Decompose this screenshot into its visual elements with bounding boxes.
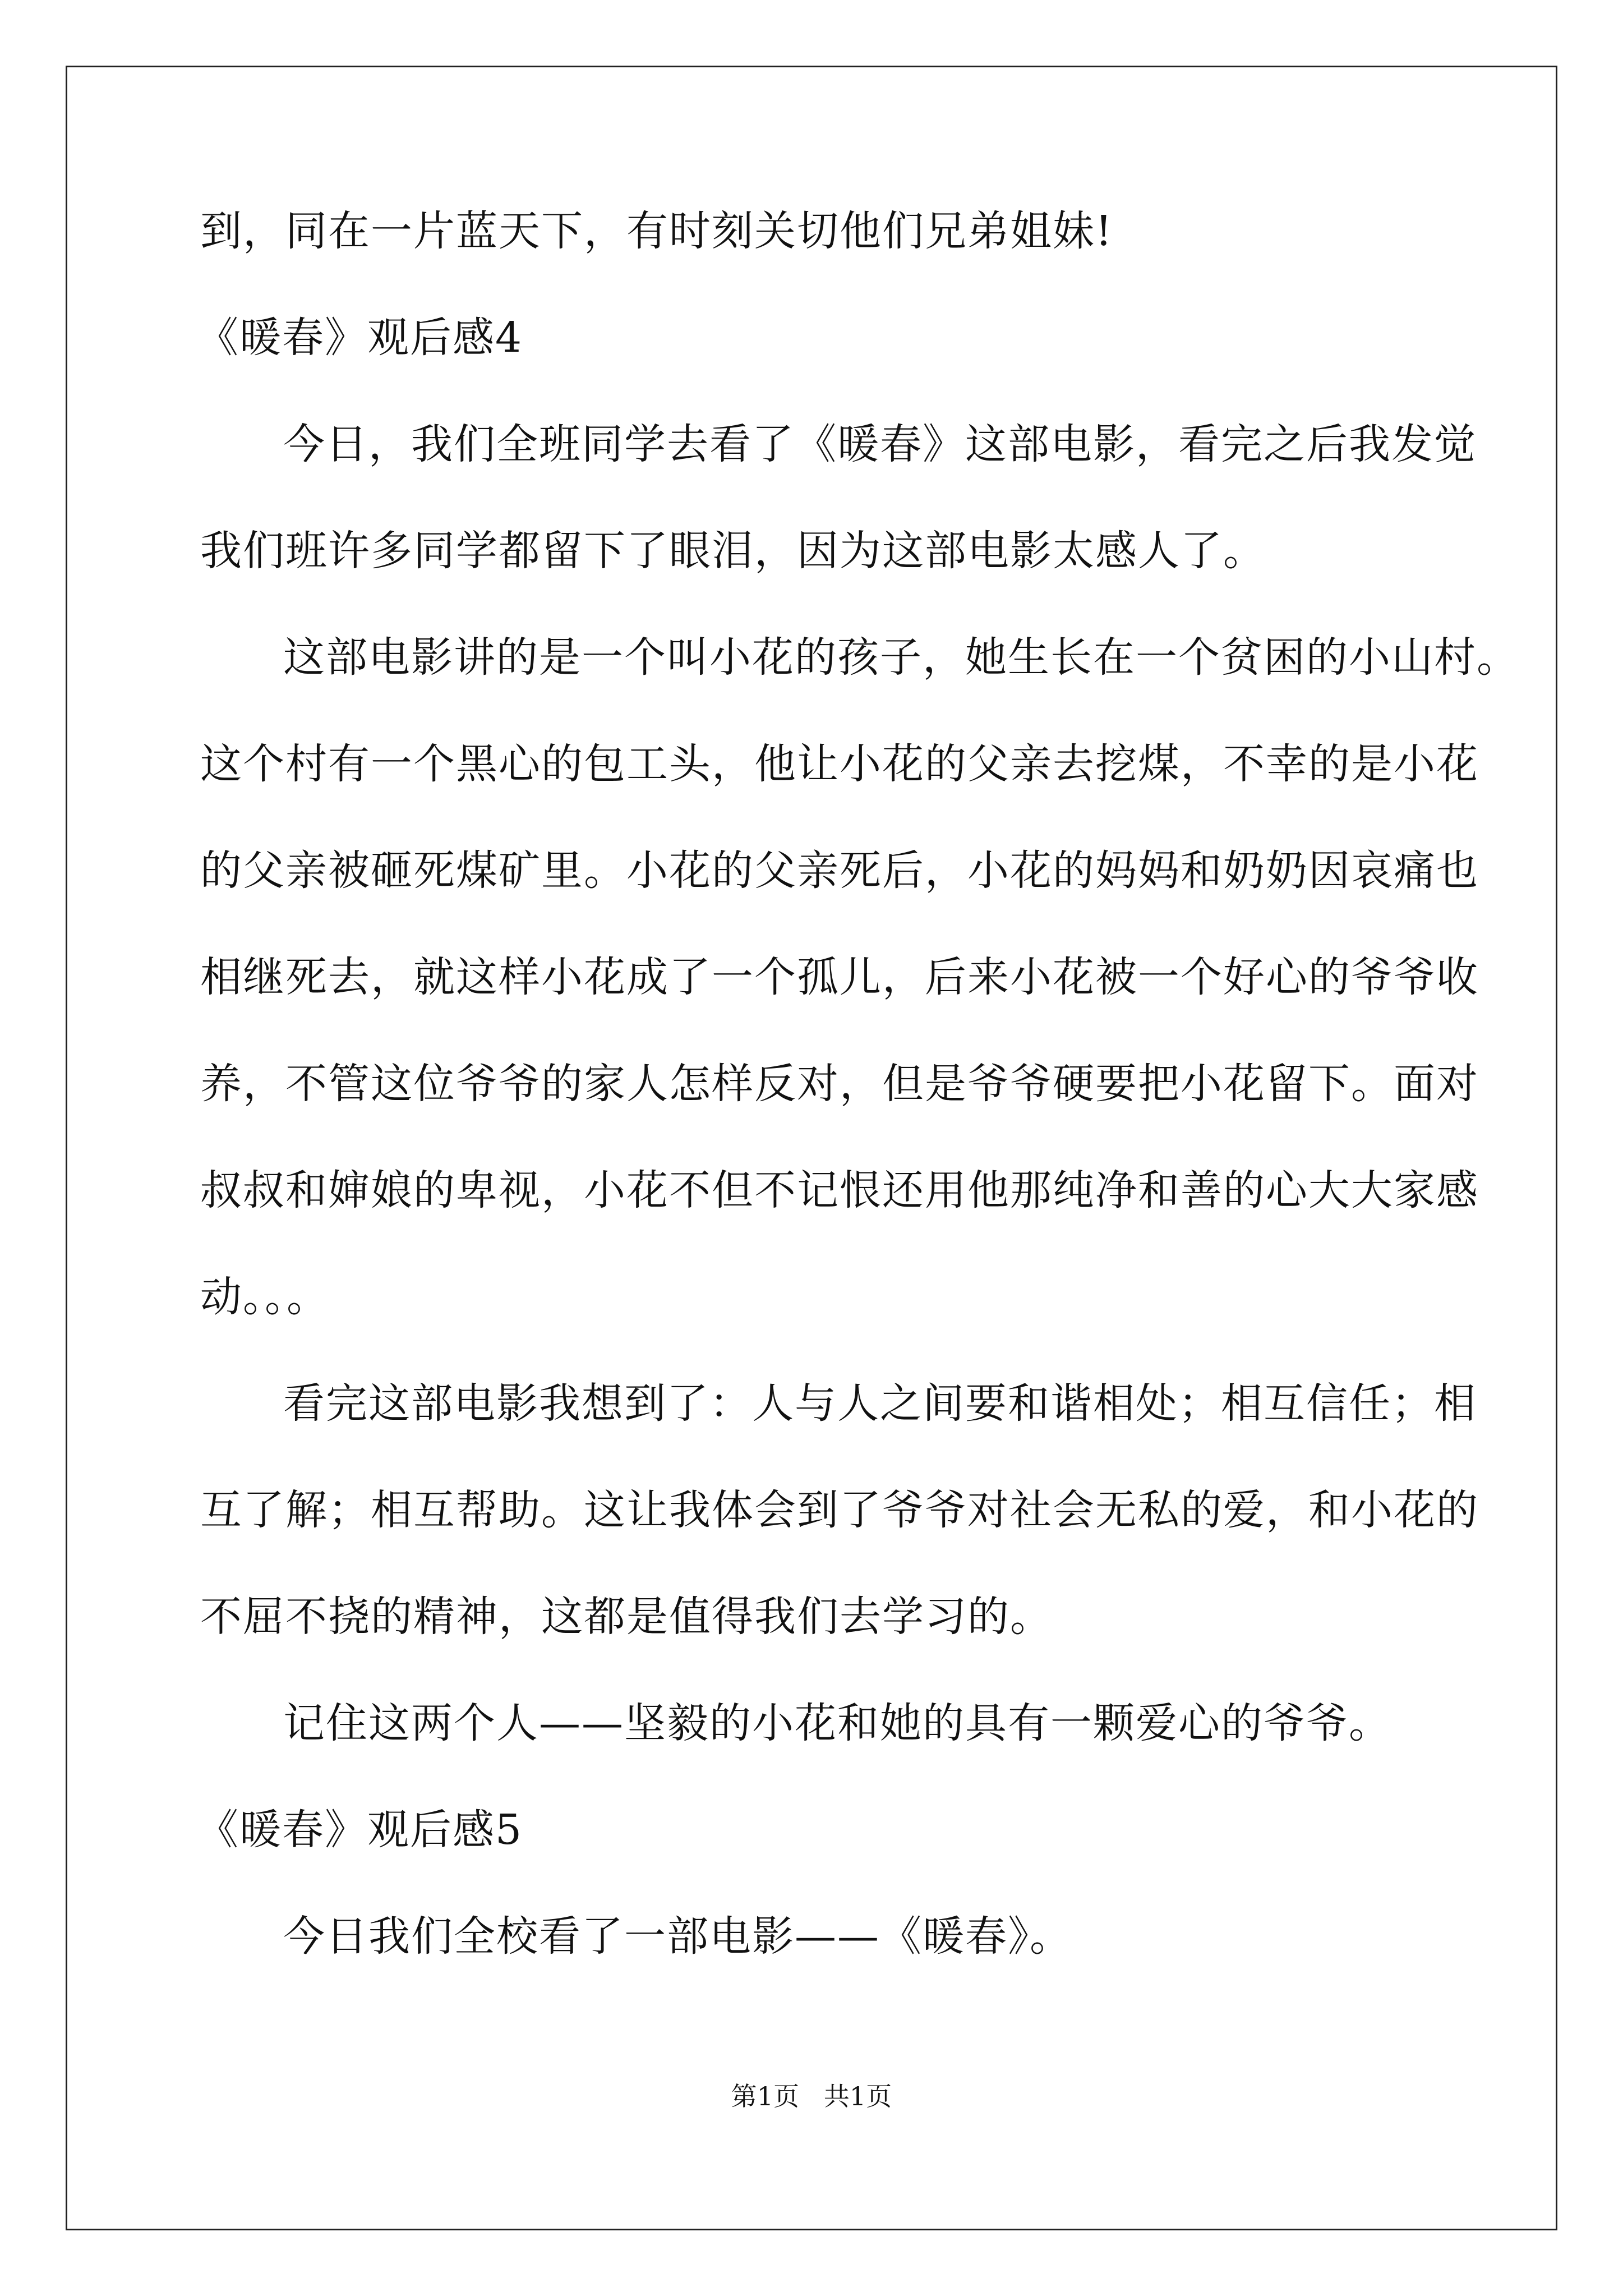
paragraph-line: 今日，我们全班同学去看了《暖春》这部电影，看完之后我发觉	[283, 420, 1477, 468]
paragraph-line: 这部电影讲的是一个叫小花的孩子，她生长在一个贫困的小山村。	[283, 633, 1519, 682]
paragraph-line: 的父亲被砸死煤矿里。小花的父亲死后，小花的妈妈和奶奶因哀痛也	[200, 846, 1479, 895]
paragraph-line: 互了解；相互帮助。这让我体会到了爷爷对社会无私的爱，和小花的	[200, 1486, 1479, 1534]
paragraph-line: 养，不管这位爷爷的家人怎样反对，但是爷爷硬要把小花留下。面对	[200, 1060, 1479, 1108]
paragraph-line: 我们班许多同学都留下了眼泪，因为这部电影太感人了。	[200, 527, 1266, 575]
section-heading: 《暖春》观后感5	[197, 1806, 523, 1854]
section-heading: 《暖春》观后感4	[197, 314, 523, 362]
paragraph-line: 不屈不挠的精神，这都是值得我们去学习的。	[200, 1593, 1053, 1641]
page-number-footer: 第1页 共1页	[731, 2081, 892, 2111]
paragraph-line: 这个村有一个黑心的包工头，他让小花的父亲去挖煤，不幸的是小花	[200, 740, 1479, 788]
paragraph-line: 到，同在一片蓝天下，有时刻关切他们兄弟姐妹!	[200, 207, 1113, 255]
paragraph-line: 今日我们全校看了一部电影——《暖春》。	[283, 1912, 1072, 1961]
paragraph-line: 看完这部电影我想到了：人与人之间要和谐相处；相互信任；相	[283, 1379, 1477, 1428]
paragraph-line: 相继死去，就这样小花成了一个孤儿，后来小花被一个好心的爷爷收	[200, 953, 1479, 1001]
document-body	[197, 207, 1519, 2022]
paragraph-line: 动。。。	[200, 1273, 329, 1321]
paragraph-line: 叔叔和婶娘的卑视，小花不但不记恨还用他那纯净和善的心大大家感	[200, 1166, 1479, 1214]
paragraph-line: 记住这两个人——坚毅的小花和她的具有一颗爱心的爷爷。	[283, 1699, 1391, 1747]
